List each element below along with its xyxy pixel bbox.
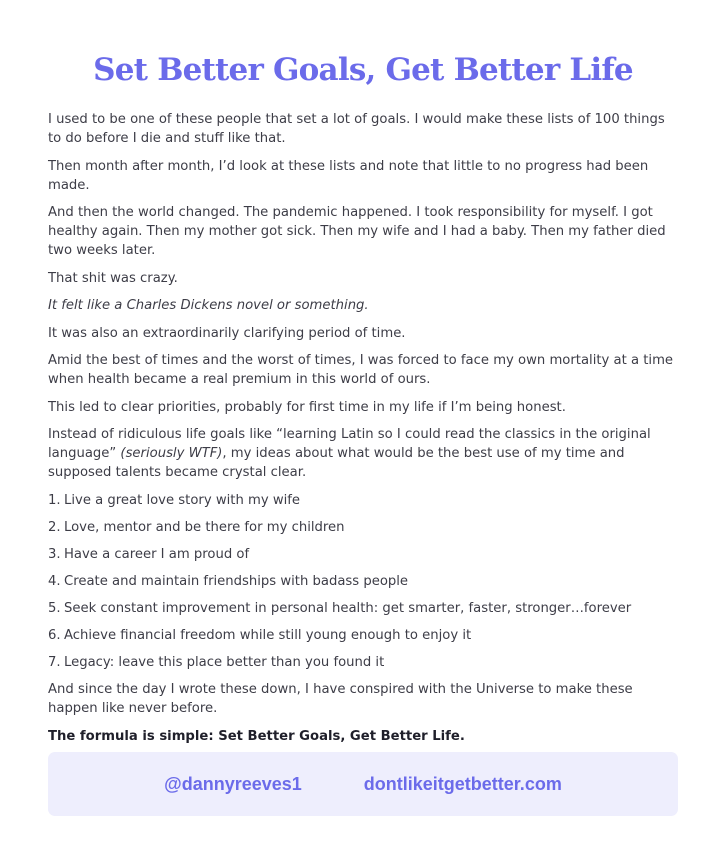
goals-intro-end: , my ideas about what would be the best use of my time and supposed talents became crystal clear. [48, 446, 625, 480]
list-item-text: Have a career I am proud of [64, 546, 250, 562]
list-item-text: Achieve financial freedom while still young enough to enjoy it [64, 627, 472, 643]
goals-list [48, 491, 678, 672]
list-item-text: Legacy: leave this place better than you found it [64, 654, 385, 670]
list-item-text: Create and maintain friendships with badass people [64, 573, 409, 589]
goals-intro-start: Instead of ridiculous life goals like “learning Latin so I could read the classics in the original language” [48, 427, 651, 461]
list-item-text: Seek constant improvement in personal health: get smarter, faster, stronger…forever [64, 600, 632, 616]
list-item [48, 626, 678, 645]
paragraph-mortality: Amid the best of times and the worst of times, I was forced to face my own mortality at a time when health became a real premium in this world of ours. [48, 353, 674, 387]
list-item [48, 491, 678, 510]
paragraph-progress: Then month after month, I’d look at these lists and note that little to no progress had been made. [48, 158, 649, 193]
paragraph-intro: I used to be one of these people that set a lot of goals. I would make these lists of 100 things to do before I die and stuff like that. [48, 112, 665, 146]
list-item-number: 5. [48, 600, 61, 616]
list-item-number: 6. [48, 627, 61, 643]
list-item [48, 518, 678, 537]
website-link[interactable]: dontlikeitgetbetter.com [363, 773, 562, 794]
list-item [48, 572, 678, 591]
article-title: Set Better Goals, Get Better Life [93, 52, 633, 88]
social-handle-link[interactable]: @dannyreeves1 [164, 773, 302, 794]
paragraph-formula: The formula is simple: Set Better Goals, Get Better Life. [48, 728, 465, 744]
paragraph-world-changed: And then the world changed. The pandemic happened. I took responsibility for myself. I got healthy again. Then my mother got sick. Then my wife and I had a baby. Then my father died two weeks later. [48, 205, 666, 258]
list-item-text: Live a great love story with my wife [64, 492, 301, 508]
list-item-text: Love, mentor and be there for my children [64, 519, 345, 535]
paragraph-closing: And since the day I wrote these down, I have conspired with the Universe to make these happen like never before. [48, 682, 633, 716]
article-body [48, 110, 678, 746]
paragraph-priorities: This led to clear priorities, probably for first time in my life if I’m being honest. [48, 399, 566, 415]
paragraph-goals-intro [48, 425, 678, 482]
paragraph-clarifying: It was also an extraordinarily clarifying period of time. [48, 325, 406, 341]
goals-intro-aside: (seriously WTF) [120, 446, 223, 461]
list-item [48, 653, 678, 672]
list-item-number: 7. [48, 654, 61, 670]
list-item [48, 599, 678, 618]
list-item [48, 545, 678, 564]
list-item-number: 4. [48, 573, 61, 589]
list-item-number: 1. [48, 492, 61, 508]
list-item-number: 3. [48, 546, 61, 562]
footer-banner [48, 752, 678, 816]
paragraph-crazy: That shit was crazy. [48, 270, 178, 286]
paragraph-dickens: It felt like a Charles Dickens novel or something. [48, 298, 369, 313]
list-item-number: 2. [48, 519, 61, 535]
